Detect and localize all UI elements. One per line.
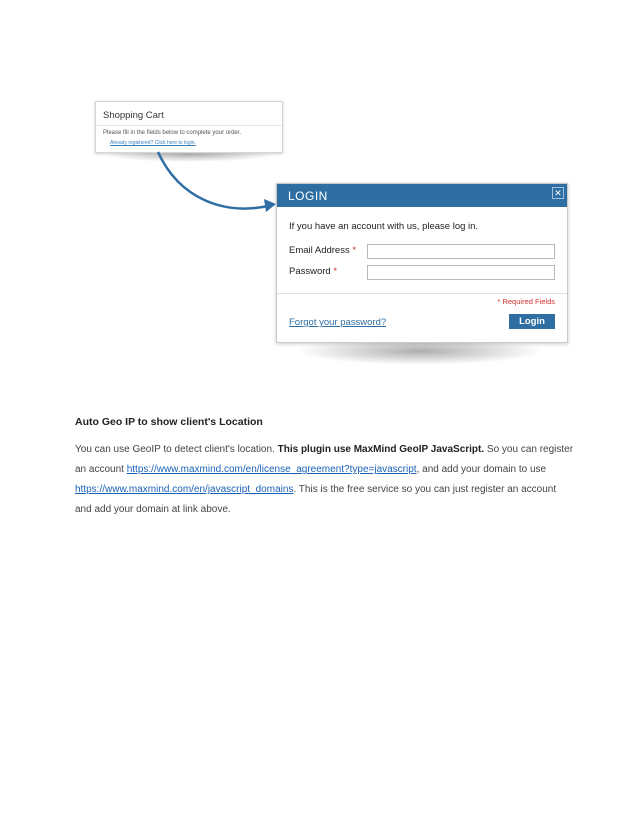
section-paragraph xyxy=(75,440,575,520)
login-divider xyxy=(277,293,567,294)
login-button[interactable]: Login xyxy=(509,314,555,329)
para-text-3: , and add your domain to use xyxy=(416,464,547,475)
email-field[interactable] xyxy=(367,244,555,259)
cart-title: Shopping Cart xyxy=(103,110,164,121)
para-bold: This plugin use MaxMind GeoIP JavaScript. xyxy=(277,444,485,455)
password-field[interactable] xyxy=(367,265,555,280)
already-registered-link[interactable]: Already registered? Click here to login. xyxy=(110,140,196,146)
required-fields-note: * Required Fields xyxy=(497,297,555,306)
login-intro: If you have an account with us, please log in. xyxy=(289,221,479,232)
login-dialog xyxy=(276,183,568,343)
password-label xyxy=(289,266,337,277)
email-label-text: Email Address xyxy=(289,245,350,256)
login-header xyxy=(277,184,567,207)
para-text-2: So you can register an account xyxy=(75,444,574,475)
password-label-text: Password xyxy=(289,266,331,277)
email-required-marker: * xyxy=(352,245,357,256)
login-title: LOGIN xyxy=(288,189,328,203)
section-heading: Auto Geo IP to show client's Location xyxy=(75,416,263,428)
email-label xyxy=(289,245,356,256)
para-text-1: You can use GeoIP to detect client's location. xyxy=(75,444,275,455)
license-agreement-link[interactable]: https://www.maxmind.com/en/license_agreement?type=javascript xyxy=(126,464,417,475)
password-required-marker: * xyxy=(333,266,338,277)
javascript-domains-link[interactable]: https://www.maxmind.com/en/javascript_domains xyxy=(75,484,294,495)
para-text-4: . This is the free service so you can just register an account and add your domain at link above. xyxy=(75,484,557,515)
forgot-password-link[interactable]: Forgot your password? xyxy=(289,317,387,328)
cart-description: Please fill in the fields below to complete your order. xyxy=(103,130,242,136)
close-icon[interactable]: ✕ xyxy=(552,187,564,199)
